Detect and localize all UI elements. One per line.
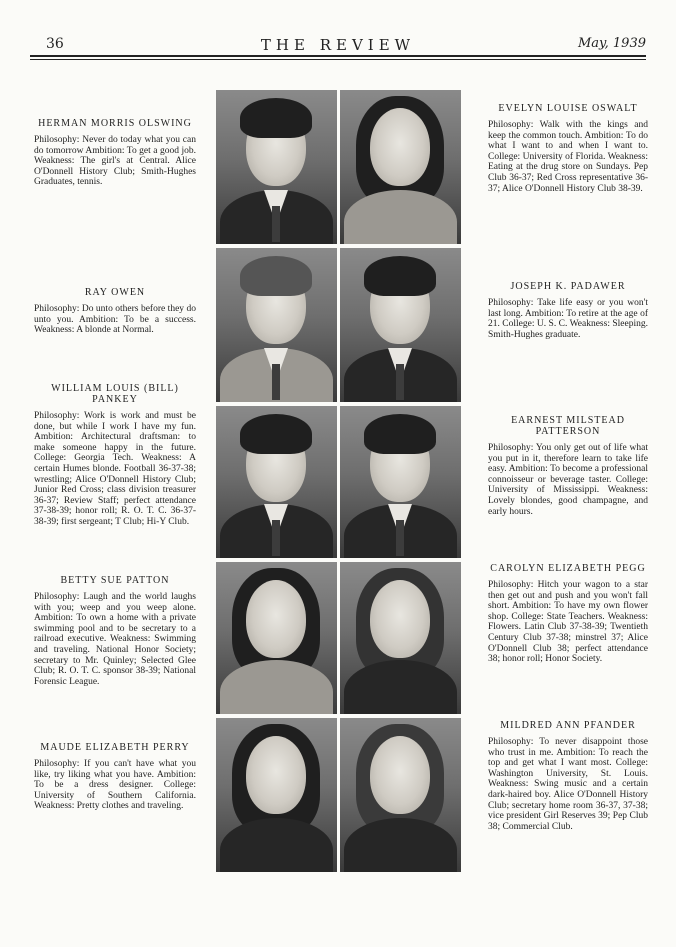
bio-padawer bbox=[488, 281, 648, 340]
student-name: HERMAN MORRIS OLSWING bbox=[38, 118, 192, 129]
bio-patton bbox=[34, 575, 196, 687]
bio-olswing bbox=[34, 118, 196, 188]
student-bio: Philosophy: Hitch your wagon to a star then get out and push and you won't fall short. Ambition: To have my own flower shop. College: State Teachers. Weakness: Flowers. Latin Club 37-38-39; Twentieth Century Club 37-38; minstrel 37; Alice O'Donnell Club 38; perfect attendance 38; honor roll; Honor Society. bbox=[488, 580, 648, 665]
portrait-pankey bbox=[216, 406, 337, 558]
publication-title: THE REVIEW bbox=[260, 36, 416, 54]
portrait-grid bbox=[216, 90, 462, 872]
bio-pfander bbox=[488, 720, 648, 832]
issue-date: May, 1939 bbox=[577, 36, 646, 51]
student-bio: Philosophy: If you can't have what you like, try liking what you have. Ambition: To be a dress designer. College: University of Southern California. Weakness: Pretty clothes and traveling. bbox=[34, 759, 196, 812]
student-bio: Philosophy: Laugh and the world laughs with you; weep and you weep alone. Ambition: To own a home with a private swimming pool and to be secretary to a railroad executive. Weakness: Swimming and traveling. National Honor Society; secretary to Mr. Quinley; Selected Glee Club; R. O. T. C. sponsor 38-39; National Forensic League. bbox=[34, 592, 196, 687]
student-name: MILDRED ANN PFANDER bbox=[500, 720, 636, 731]
student-bio: Philosophy: Walk with the kings and keep the common touch. Ambition: To do what I want to and when I want to. College: University of Florida. Weakness: Eating at the drug store on Sundays. Pep Club 36-37; Red Cross representative 36-37; Alice O'Donnell History Club 38-39. bbox=[488, 120, 648, 194]
page-header bbox=[30, 34, 646, 54]
student-name: BETTY SUE PATTON bbox=[60, 575, 170, 586]
bio-perry bbox=[34, 742, 196, 812]
student-name: EVELYN LOUISE OSWALT bbox=[498, 103, 638, 114]
page-number: 36 bbox=[46, 36, 64, 52]
student-name: CAROLYN ELIZABETH PEGG bbox=[490, 563, 646, 574]
portrait-pegg bbox=[340, 562, 461, 714]
bio-oswalt bbox=[488, 103, 648, 194]
bio-patterson bbox=[488, 415, 648, 517]
bio-pankey bbox=[34, 383, 196, 528]
bio-pegg bbox=[488, 563, 648, 665]
student-name: MAUDE ELIZABETH PERRY bbox=[40, 742, 190, 753]
portrait-pfander bbox=[340, 718, 461, 872]
student-name: JOSEPH K. PADAWER bbox=[510, 281, 626, 292]
header-rule-thin bbox=[30, 59, 646, 60]
portrait-patterson bbox=[340, 406, 461, 558]
portrait-oswalt bbox=[340, 90, 461, 244]
portrait-patton bbox=[216, 562, 337, 714]
student-bio: Philosophy: You only get out of life what you put in it, therefore learn to take life easy. Ambition: To become a professional connoisseur or beverage taster. College: University of Mississippi. Weakness: Lovely blondes, good champagne, and early hours. bbox=[488, 443, 648, 517]
portrait-perry bbox=[216, 718, 337, 872]
student-bio: Philosophy: Do unto others before they do unto you. Ambition: To be a success. Weakness: A blonde at Normal. bbox=[34, 304, 196, 336]
student-name: EARNEST MILSTEAD PATTERSON bbox=[511, 415, 625, 437]
student-bio: Philosophy: Never do today what you can do tomorrow Ambition: To get a good job. Weakness: The girl's at Central. Alice O'Donnell History Club; Smith-Hughes Graduates, tennis. bbox=[34, 135, 196, 188]
student-name: RAY OWEN bbox=[84, 287, 146, 298]
portrait-padawer bbox=[340, 248, 461, 402]
header-rule bbox=[30, 55, 646, 57]
student-bio: Philosophy: To never disappoint those who trust in me. Ambition: To reach the top and get what I want most. College: Washington University, St. Louis. Weakness: Swing music and a certain dark-haired boy. Alice O'Donnell History Club; secretary home room 36-37, 37-38; vice president Girl Reserves 39; Pep Club 38; Commercial Club. bbox=[488, 737, 648, 832]
student-bio: Philosophy: Take life easy or you won't last long. Ambition: To retire at the age of 21. College: U. S. C. Weakness: Sleeping. Smith-Hughes graduate. bbox=[488, 298, 648, 340]
portrait-olswing bbox=[216, 90, 337, 244]
bio-owen bbox=[34, 287, 196, 336]
student-bio: Philosophy: Work is work and must be done, but while I work I have my fun. Ambition: Architectural draftsman: to make someone happy in the future. College: Georgia Tech. Weakness: A certain Humes blonde. Football 36-37-38; wrestling; Alice O'Donnell History Club; Junior Red Cross; class division treasurer 36-37; Review Staff; perfect attendance 37-38-39; honor roll; R. O. T. C. 36-37-38-39; first sergeant; T Club; Hi-Y Club. bbox=[34, 411, 196, 527]
portrait-owen bbox=[216, 248, 337, 402]
student-name: WILLIAM LOUIS (BILL) PANKEY bbox=[51, 383, 179, 405]
